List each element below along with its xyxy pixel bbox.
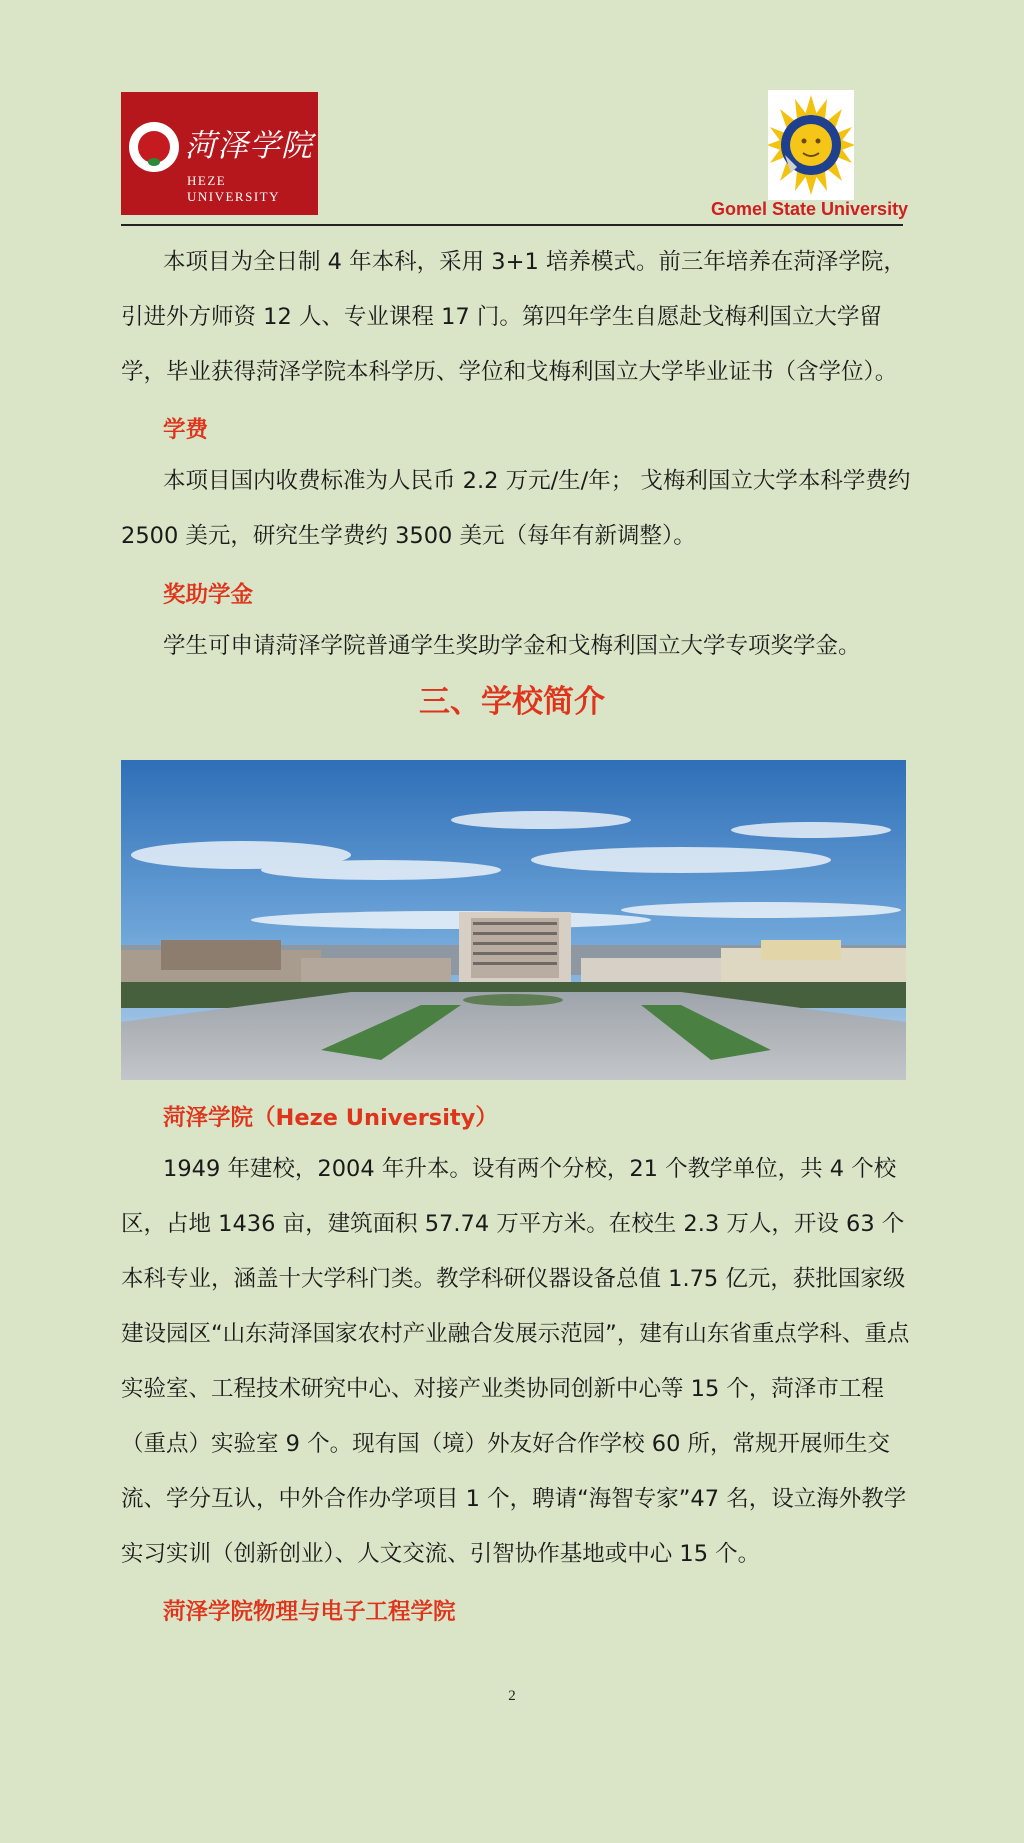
header-divider: [121, 224, 903, 226]
university-heading: 菏泽学院（Heze University）: [163, 1105, 498, 1131]
heze-logo-cn-name: 菏泽学院: [185, 128, 313, 164]
campus-photo: [121, 760, 906, 1080]
section-title: 三、学校简介: [419, 684, 605, 720]
page-number: 2: [508, 1688, 516, 1704]
heze-logo-en-name: HEZE UNIVERSITY: [187, 173, 280, 204]
scholarship-heading: 奖助学金: [163, 582, 254, 608]
university-intro-paragraph: 1949 年建校，2004 年升本。设有两个分校，21 个教学单位，共 4 个校区，占地 1436 亩，建筑面积 57.74 万平方米。在校生 2.3 万人，开设 63 个本科专业，涵盖十大学科门类。教学科研仪器设备总值 1.75 亿元，获批国家级建设园区“山东菏泽国家农村产业融合发展示范园”，建有山东省重点学科、重点实验室、工程技术研究中心、对接产业类协同创新中心等 15 个，菏泽市工程（重点）实验室 9 个。现有国（境）外友好合作学校 60 所，常规开展师生交流、学分互认，中外合作办学项目 1 个，聘请“海智专家”47 名，设立海外教学实习实训（创新创业）、人文交流、引智协作基地或中心 15 个。: [121, 1156, 910, 1567]
heze-emblem-icon: [129, 122, 179, 172]
scholarship-paragraph: 学生可申请菏泽学院普通学生奖助学金和戈梅利国立大学专项奖学金。: [163, 633, 861, 659]
heze-university-logo: [121, 92, 318, 215]
college-heading: 菏泽学院物理与电子工程学院: [163, 1599, 456, 1625]
sun-face-emblem-icon: [768, 90, 854, 200]
tuition-paragraph: 本项目国内收费标准为人民币 2.2 万元/生/年； 戈梅利国立大学本科学费约 2500 美元，研究生学费约 3500 美元（每年有新调整）。: [121, 468, 911, 549]
gomel-university-name: Gomel State University: [711, 199, 909, 219]
program-intro-paragraph: 本项目为全日制 4 年本科，采用 3+1 培养模式。前三年培养在菏泽学院，引进外方师资 12 人、专业课程 17 门。第四年学生自愿赴戈梅利国立大学留学，毕业获得菏泽学院本科学历、学位和戈梅利国立大学毕业证书（含学位）。: [121, 249, 906, 385]
tuition-heading: 学费: [163, 417, 209, 443]
